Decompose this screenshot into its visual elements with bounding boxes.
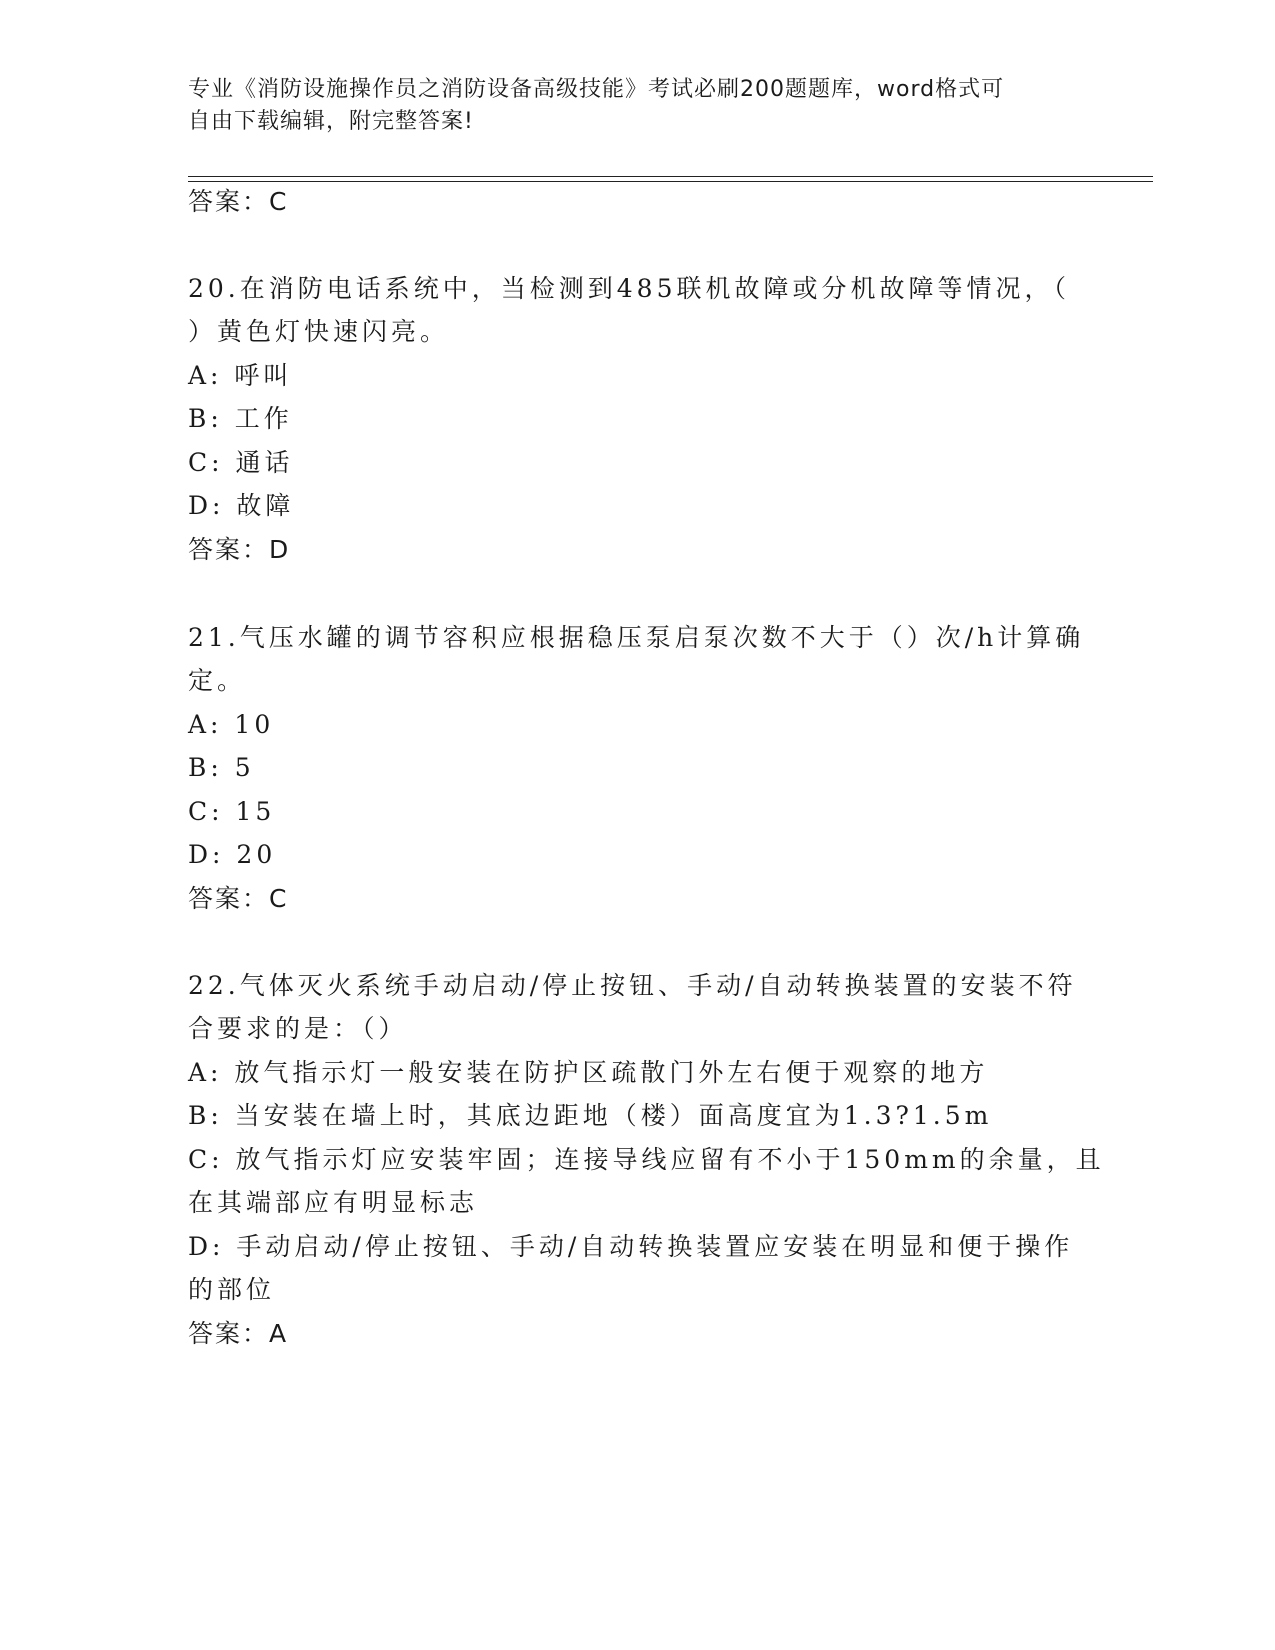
question-20-option-c: C: 通话 [188, 448, 294, 477]
question-22-option-c: C: 放气指示灯应安装牢固；连接导线应留有不小于150mm的余量，且 [188, 1145, 1105, 1174]
question-22-option-c-continued: 在其端部应有明显标志 [188, 1188, 479, 1217]
question-22-option-b: B: 当安装在墙上时，其底边距地（楼）面高度宜为1.3?1.5m [188, 1101, 993, 1130]
question-22-option-a: A: 放气指示灯一般安装在防护区疏散门外左右便于观察的地方 [188, 1058, 989, 1087]
question-20-answer: 答案：D [188, 535, 291, 564]
header-line-1: 专业《消防设施操作员之消防设备高级技能》考试必刷200题题库，word格式可 [188, 77, 1005, 102]
header-line-2: 自由下载编辑，附完整答案! [188, 109, 474, 134]
question-21-option-d: D: 20 [188, 840, 277, 869]
question-20-stem-line-1: 20.在消防电话系统中，当检测到485联机故障或分机故障等情况，（ [188, 274, 1070, 303]
question-20-option-a: A: 呼叫 [188, 361, 293, 390]
document-header [188, 74, 1078, 138]
question-22-stem-line-2: 合要求的是：（） [188, 1014, 408, 1043]
question-22-answer: 答案：A [188, 1319, 289, 1348]
question-22-option-d: D: 手动启动/停止按钮、手动/自动转换装置应安装在明显和便于操作 [188, 1232, 1074, 1261]
question-21-option-a: A: 10 [188, 710, 275, 739]
question-21-stem-line-1: 21.气压水罐的调节容积应根据稳压泵启泵次数不大于（）次/h计算确 [188, 623, 1085, 652]
header-divider-top [188, 176, 1153, 177]
question-22-stem-line-1: 22.气体灭火系统手动启动/停止按钮、手动/自动转换装置的安装不符 [188, 971, 1077, 1000]
header-divider-bottom [188, 181, 1153, 182]
question-21-option-b: B: 5 [188, 753, 255, 782]
question-20-option-d: D: 故障 [188, 491, 295, 520]
question-20-option-b: B: 工作 [188, 404, 293, 433]
question-21-answer: 答案：C [188, 884, 289, 913]
question-21-option-c: C: 15 [188, 797, 276, 826]
previous-answer: 答案：C [188, 187, 289, 216]
question-22-option-d-continued: 的部位 [188, 1275, 276, 1304]
question-20-stem-line-2: ）黄色灯快速闪亮。 [188, 317, 450, 346]
question-21-stem-line-2: 定。 [188, 666, 247, 695]
